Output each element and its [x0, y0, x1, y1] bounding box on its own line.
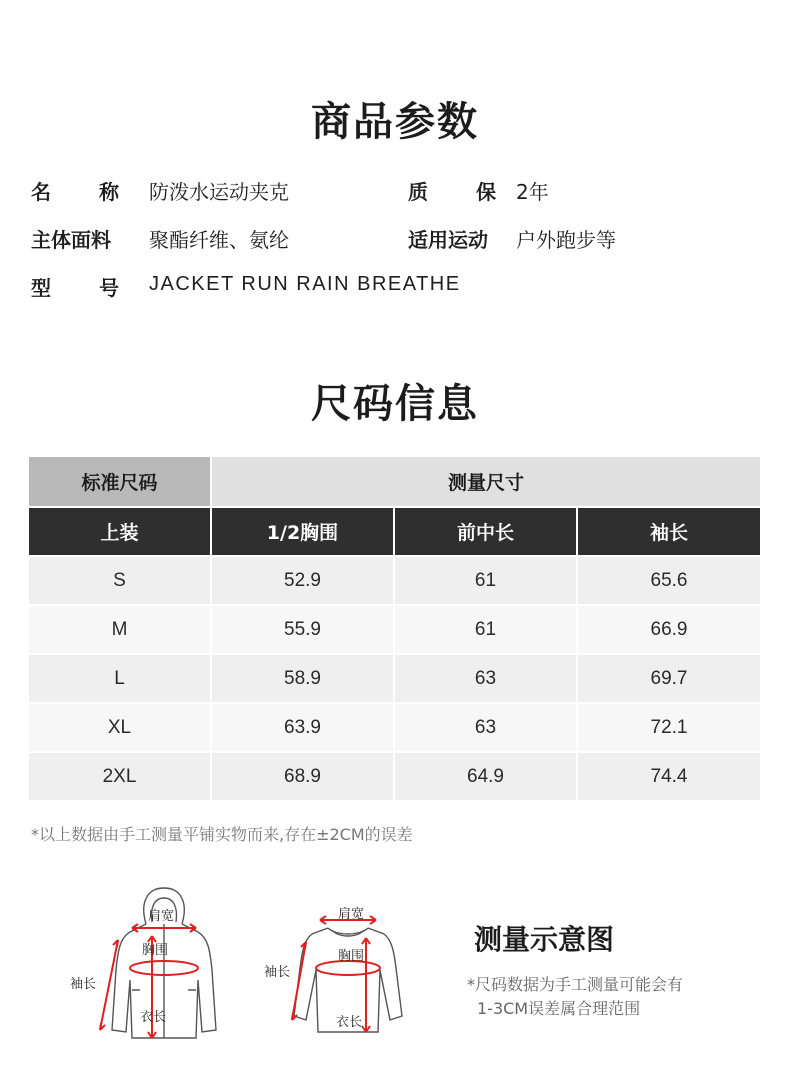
- param-label-name: [31, 176, 119, 205]
- table-cell: XL: [29, 703, 211, 752]
- param-label-char: 型: [31, 276, 51, 300]
- jacket-illustration: [60, 880, 240, 1050]
- jacket-label-shoulder: 肩宽: [148, 909, 175, 924]
- param-label-char: 称: [99, 180, 119, 204]
- param-value-name: 防泼水运动夹克: [149, 180, 289, 204]
- param-label-fabric: 主体面料: [31, 228, 111, 252]
- param-value-fabric: 聚酯纤维、氨纶: [149, 228, 289, 252]
- table-cell: 52.9: [211, 556, 394, 605]
- param-label-sport: 适用运动: [408, 228, 488, 252]
- jacket-label-length: 衣长: [140, 1010, 167, 1025]
- size-table: [29, 457, 760, 802]
- product-params-title: 商品参数: [311, 99, 479, 145]
- table-cell: 72.1: [577, 703, 760, 752]
- table-cell: 63: [394, 654, 577, 703]
- measure-note-line1: *尺码数据为手工测量可能会有: [467, 975, 684, 994]
- table-cell: 55.9: [211, 605, 394, 654]
- table-row: [29, 556, 760, 605]
- table-cell: 74.4: [577, 752, 760, 801]
- table-cell: 64.9: [394, 752, 577, 801]
- tshirt-label-chest: 胸围: [338, 949, 365, 964]
- table-cell: L: [29, 654, 211, 703]
- param-value-sport: 户外跑步等: [516, 228, 616, 252]
- size-table-header-top: [29, 457, 760, 507]
- param-label-char: 名: [31, 180, 51, 204]
- table-cell: 66.9: [577, 605, 760, 654]
- column-header: 前中长: [394, 507, 577, 556]
- table-cell: 63.9: [211, 703, 394, 752]
- table-cell: 65.6: [577, 556, 760, 605]
- table-cell: 63: [394, 703, 577, 752]
- table-row: [29, 703, 760, 752]
- table-cell: 58.9: [211, 654, 394, 703]
- size-note: *以上数据由手工测量平铺实物而来,存在±2CM的误差: [31, 825, 413, 844]
- param-label-char: 保: [476, 180, 496, 204]
- measure-note-line2: 1-3CM误差属合理范围: [477, 999, 641, 1018]
- jacket-label-chest: 胸围: [142, 943, 169, 958]
- table-cell: S: [29, 556, 211, 605]
- param-label-char: 号: [99, 276, 119, 300]
- jacket-label-sleeve: 袖长: [70, 977, 97, 992]
- table-row: [29, 654, 760, 703]
- param-label-char: 质: [408, 180, 428, 204]
- column-header: 袖长: [577, 507, 760, 556]
- column-header: 上装: [29, 507, 211, 556]
- table-cell: 69.7: [577, 654, 760, 703]
- jacket-diagram: [60, 880, 240, 1050]
- tshirt-label-shoulder: 肩宽: [338, 907, 365, 922]
- header-measurement: 测量尺寸: [211, 457, 760, 507]
- measure-diagram-title: 测量示意图: [474, 923, 615, 956]
- tshirt-diagram: [258, 898, 438, 1048]
- measure-diagram-note: [467, 973, 683, 1021]
- table-cell: 61: [394, 605, 577, 654]
- table-row: [29, 752, 760, 801]
- table-cell: M: [29, 605, 211, 654]
- param-value-warranty: 2年: [516, 180, 549, 204]
- tshirt-label-length: 衣长: [336, 1015, 363, 1030]
- tshirt-label-sleeve: 袖长: [264, 965, 291, 980]
- size-info-title: 尺码信息: [311, 381, 479, 427]
- table-row: [29, 605, 760, 654]
- table-cell: 68.9: [211, 752, 394, 801]
- param-label-warranty: [408, 176, 496, 205]
- table-cell: 61: [394, 556, 577, 605]
- header-standard-size: 标准尺码: [29, 457, 211, 507]
- param-label-model: [31, 272, 119, 301]
- table-cell: 2XL: [29, 752, 211, 801]
- size-table-header-columns: [29, 507, 760, 556]
- param-value-model: JACKET RUN RAIN BREATHE: [149, 273, 461, 295]
- tshirt-illustration: [258, 898, 438, 1048]
- column-header: 1/2胸围: [211, 507, 394, 556]
